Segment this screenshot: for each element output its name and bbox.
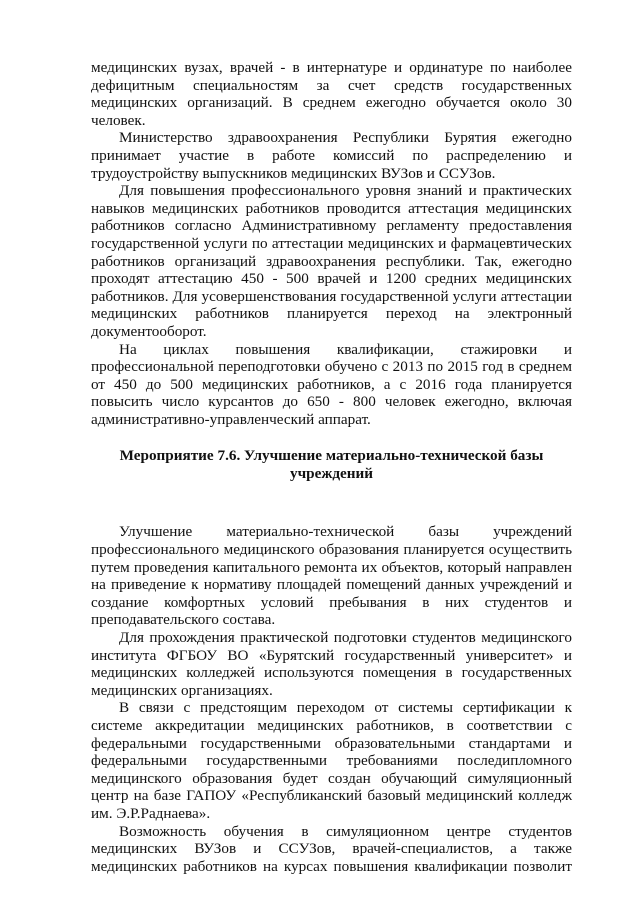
paragraph-training-possibility: Возможность обучения в симуляционном центре студентов медицинских ВУЗов и ССУЗов, врачей-специалистов, а также медицинских работников на курсах повышения квалификации позволит <box>91 822 572 875</box>
paragraph-attestation: Для повышения профессионального уровня знаний и практических навыков медицинских работников проводится аттестация медицинских работников согласно Административному регламенту предоставления государственной услуги по аттестации медицинских и фармацевтических работников организаций здравоохранения республики. Так, ежегодно проходят аттестацию 450 - 500 врачей и 1200 средних медицинских работников. Для усовершенствования государственной услуги аттестации медицинских работников планируется переход на электронный документооборот. <box>91 182 572 340</box>
paragraph-continuation: медицинских вузах, врачей - в интернатуре и ординатуре по наиболее дефицитным специальностям за счет средств государственных медицинских организаций. В среднем ежегодно обучается около 30 человек. <box>91 59 572 129</box>
paragraph-ministry: Министерство здравоохранения Республики Бурятия ежегодно принимает участие в работе комиссий по распределению и трудоустройству выпускников медицинских ВУЗов и ССУЗов. <box>91 129 572 182</box>
spacer <box>91 501 572 523</box>
paragraph-material-base: Улучшение материально-технической базы учреждений профессионального медицинского образования планируется осуществить путем проведения капитального ремонта их объектов, который направлен на приведение к нормативу площадей помещений данных учреждений и создание комфортных условий пребывания в них студентов и преподавательского состава. <box>91 523 572 629</box>
paragraph-training-cycles: На циклах повышения квалификации, стажировки и профессиональной переподготовки обучено с 2013 по 2015 год в среднем от 450 до 500 медицинских работников, а с 2016 года планируется повысить число курсантов до 650 - 800 человек ежегодно, включая административно-управленческий аппарат. <box>91 340 572 428</box>
paragraph-simulation-center: В связи с предстоящим переходом от системы сертификации к системе аккредитации медицинских работников, в соответствии с федеральными государственными образовательными стандартами и федеральными государственными требованиями последипломного медицинского образования будет создан обучающий симуляционный центр на базе ГАПОУ «Республиканский базовый медицинский колледж им. Э.Р.Раднаева». <box>91 699 572 822</box>
paragraph-practical-training: Для прохождения практической подготовки студентов медицинского института ФГБОУ ВО «Бурятский государственный университет» и медицинских колледжей используются помещения в государственных медицинских организациях. <box>91 629 572 699</box>
section-heading: Мероприятие 7.6. Улучшение материально-технической базы учреждений <box>119 447 544 483</box>
document-page <box>91 59 572 875</box>
